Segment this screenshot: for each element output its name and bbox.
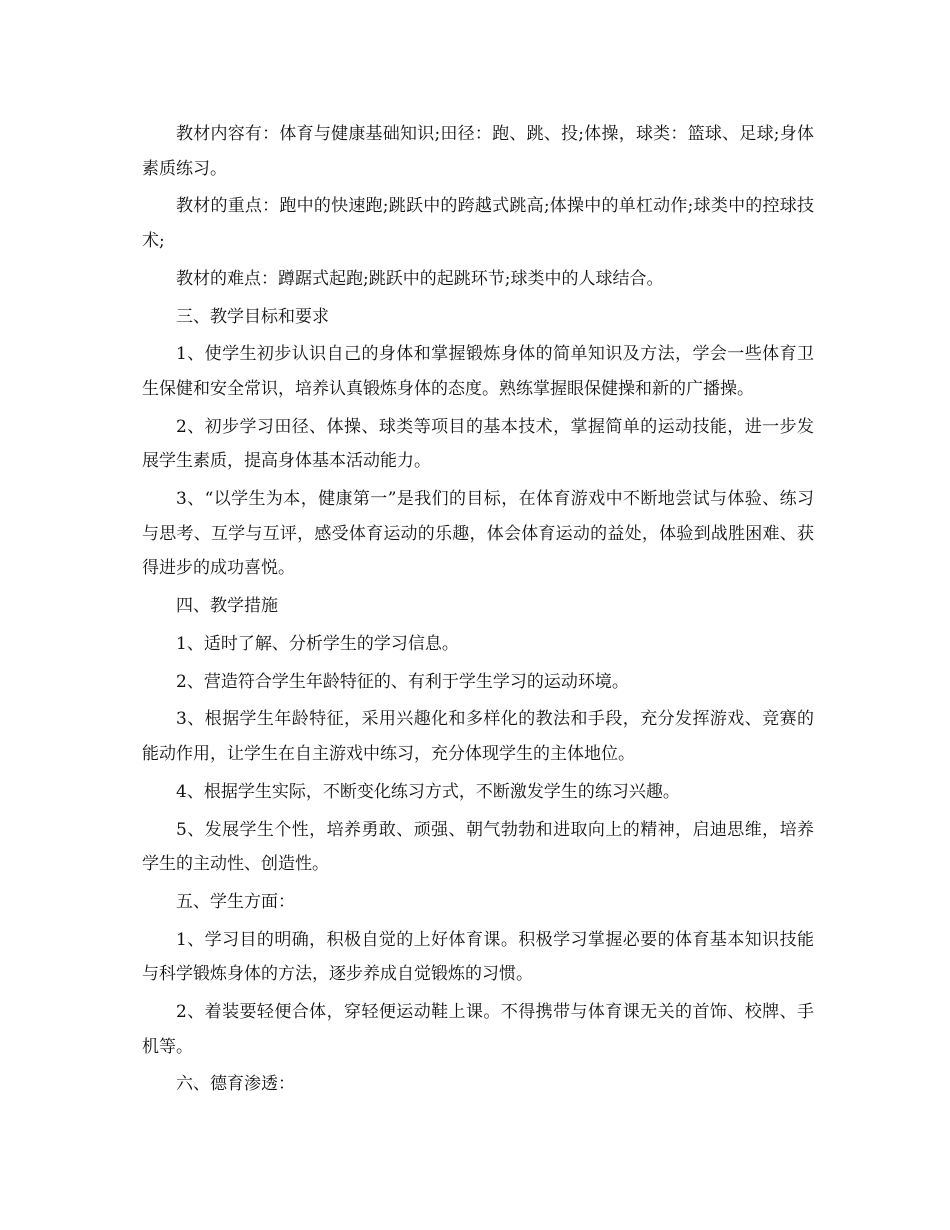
section-heading-goals: 三、教学目标和要求: [176, 306, 329, 327]
paragraph-goal-1: 1、使学生初步认识自己的身体和掌握锻炼身体的简单知识及方法，学会一些体育卫生保健和安全常识，培养认真锻炼身体的态度。熟练掌握眼保健操和新的广播操。: [142, 344, 814, 399]
section-heading-students: 五、学生方面：: [176, 891, 295, 912]
paragraph-goal-2: 2、初步学习田径、体操、球类等项目的基本技术，掌握简单的运动技能，进一步发展学生素质，提高身体基本活动能力。: [142, 416, 814, 472]
paragraph-student-2: 2、着装要轻便合体，穿轻便运动鞋上课。不得携带与体育课无关的首饰、校牌、手机等。: [142, 1002, 814, 1057]
paragraph-textbook-difficulty: 教材的难点：蹲踞式起跑;跳跃中的起跳环节;球类中的人球结合。: [176, 268, 664, 289]
paragraph-measure-1: 1、适时了解、分析学生的学习信息。: [176, 633, 459, 654]
paragraph-textbook-focus: 教材的重点：跑中的快速跑;跳跃中的跨越式跳高;体操中的单杠动作;球类中的控球技术;: [142, 196, 814, 251]
document-body: [142, 117, 814, 1105]
paragraph-measure-2: 2、营造符合学生年龄特征的、有利于学生学习的运动环境。: [176, 671, 629, 692]
paragraph-student-1: 1、学习目的明确，积极自觉的上好体育课。积极学习掌握必要的体育基本知识技能与科学锻炼身体的方法，逐步养成自觉锻炼的习惯。: [142, 929, 814, 985]
section-heading-measures: 四、教学措施: [176, 596, 278, 617]
section-heading-moral-education: 六、德育渗透：: [176, 1074, 295, 1095]
paragraph-measure-4: 4、根据学生实际，不断变化练习方式，不断激发学生的练习兴趣。: [176, 781, 680, 802]
paragraph-measure-5: 5、发展学生个性，培养勇敢、顽强、朝气勃勃和进取向上的精神，启迪思维，培养学生的主动性、创造性。: [142, 819, 814, 875]
paragraph-goal-3: 3、“以学生为本，健康第一”是我们的目标，在体育游戏中不断地尝试与体验、练习与思考、互学与互评，感受体育运动的乐趣，体会体育运动的益处，体验到战胜困难、获得进步的成功喜悦。: [142, 489, 814, 579]
paragraph-textbook-content: 教材内容有：体育与健康基础知识;田径：跑、跳、投;体操，球类：篮球、足球;身体素质练习。: [142, 124, 814, 179]
paragraph-measure-3: 3、根据学生年龄特征，采用兴趣化和多样化的教法和手段，充分发挥游戏、竞赛的能动作用，让学生在自主游戏中练习，充分体现学生的主体地位。: [142, 709, 814, 764]
